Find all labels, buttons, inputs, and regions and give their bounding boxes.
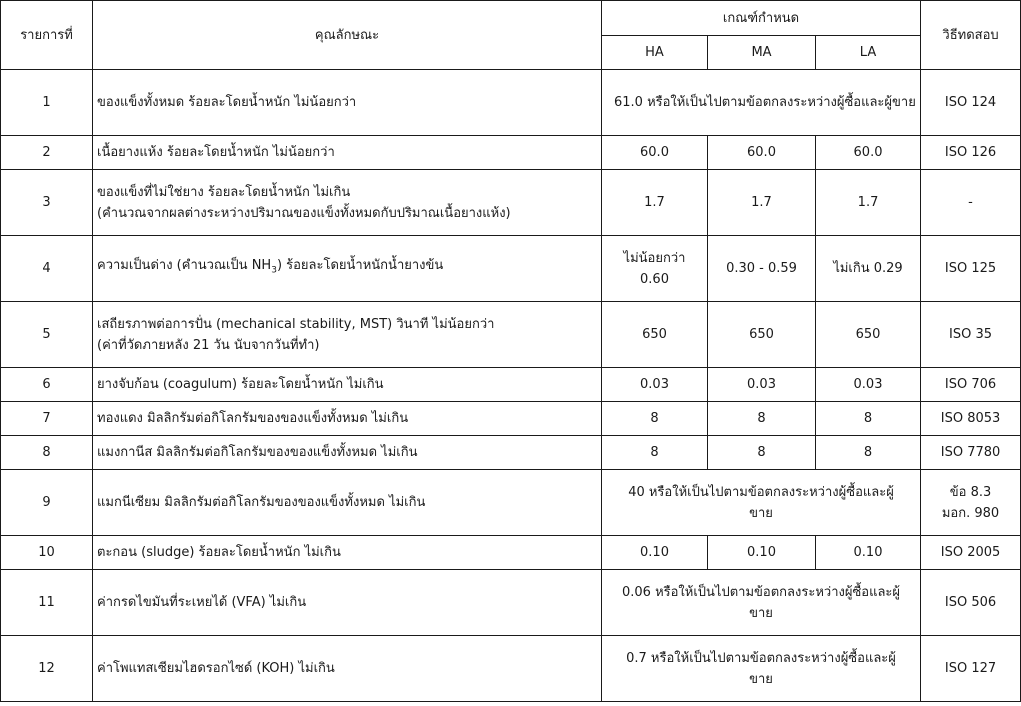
row-la: 0.10 [816, 536, 921, 570]
row-number: 11 [1, 570, 93, 636]
row-description: ยางจับก้อน (coagulum) ร้อยละโดยน้ำหนัก ไม่เกิน [93, 368, 602, 402]
row-la: 8 [816, 436, 921, 470]
row-la: 650 [816, 302, 921, 368]
row-description: ทองแดง มิลลิกรัมต่อกิโลกรัมของของแข็งทั้งหมด ไม่เกิน [93, 402, 602, 436]
row-description: ค่าโพแทสเซียมไฮดรอกไซด์ (KOH) ไม่เกิน [93, 636, 602, 702]
row-ha [602, 236, 708, 302]
header-method: วิธีทดสอบ [921, 1, 1021, 70]
header-property: คุณลักษณะ [93, 1, 602, 70]
row-method: ISO 126 [921, 136, 1021, 170]
header-ma: MA [708, 36, 816, 70]
header-criteria: เกณฑ์กำหนด [602, 1, 921, 36]
table-row [1, 302, 1021, 368]
row-number: 9 [1, 470, 93, 536]
row-description: แมกนีเซียม มิลลิกรัมต่อกิโลกรัมของของแข็งทั้งหมด ไม่เกิน [93, 470, 602, 536]
table-row [1, 236, 1021, 302]
row-method: ISO 2005 [921, 536, 1021, 570]
row-ha: 1.7 [602, 170, 708, 236]
row-description: เนื้อยางแห้ง ร้อยละโดยน้ำหนัก ไม่น้อยกว่า [93, 136, 602, 170]
row-number: 8 [1, 436, 93, 470]
row-la: 8 [816, 402, 921, 436]
row-description: แมงกานีส มิลลิกรัมต่อกิโลกรัมของของแข็งทั้งหมด ไม่เกิน [93, 436, 602, 470]
table-row [1, 636, 1021, 702]
row-description [93, 236, 602, 302]
row-number: 7 [1, 402, 93, 436]
header-item: รายการที่ [1, 1, 93, 70]
header-row [1, 1, 1021, 36]
row-description: ตะกอน (sludge) ร้อยละโดยน้ำหนัก ไม่เกิน [93, 536, 602, 570]
row-ma: 0.30 - 0.59 [708, 236, 816, 302]
row-la: 1.7 [816, 170, 921, 236]
row-number: 4 [1, 236, 93, 302]
row-number: 6 [1, 368, 93, 402]
row-ha: 0.10 [602, 536, 708, 570]
table-row [1, 402, 1021, 436]
table-row [1, 70, 1021, 136]
table-row [1, 170, 1021, 236]
row-merged-criteria: 61.0 หรือให้เป็นไปตามข้อตกลงระหว่างผู้ซื้อและผู้ขาย [602, 70, 921, 136]
row-number: 5 [1, 302, 93, 368]
row-method: ISO 8053 [921, 402, 1021, 436]
row-method: ISO 7780 [921, 436, 1021, 470]
row-ha: 0.03 [602, 368, 708, 402]
row-la: 0.03 [816, 368, 921, 402]
row-method: ISO 506 [921, 570, 1021, 636]
row-description-post: ) ร้อยละโดยน้ำหนักน้ำยางข้น [276, 258, 444, 274]
row-method-line2: มอก. 980 [941, 505, 1000, 521]
table-row [1, 136, 1021, 170]
row-method: ISO 35 [921, 302, 1021, 368]
row-description: ค่ากรดไขมันที่ระเหยได้ (VFA) ไม่เกิน [93, 570, 602, 636]
row-ma: 0.03 [708, 368, 816, 402]
row-ha-line2: 0.60 [640, 271, 669, 287]
table-row [1, 368, 1021, 402]
row-description-line2: (ค่าที่วัดภายหลัง 21 วัน นับจากวันที่ทำ) [97, 337, 320, 353]
row-merged-criteria: 40 หรือให้เป็นไปตามข้อตกลงระหว่างผู้ซื้อและผู้ขาย [602, 470, 921, 536]
row-description-pre: ความเป็นด่าง (คำนวณเป็น NH [97, 258, 272, 274]
row-description [93, 302, 602, 368]
row-method: - [921, 170, 1021, 236]
row-merged-criteria: 0.7 หรือให้เป็นไปตามข้อตกลงระหว่างผู้ซื้อและผู้ขาย [602, 636, 921, 702]
row-ha: 8 [602, 436, 708, 470]
row-ma: 8 [708, 436, 816, 470]
row-description-line1: ของแข็งที่ไม่ใช่ยาง ร้อยละโดยน้ำหนัก ไม่เกิน [97, 184, 351, 200]
row-method: ISO 127 [921, 636, 1021, 702]
row-la: 60.0 [816, 136, 921, 170]
row-ha: 650 [602, 302, 708, 368]
row-ma: 1.7 [708, 170, 816, 236]
row-ha-line1: ไม่น้อยกว่า [623, 250, 686, 266]
row-method: ISO 706 [921, 368, 1021, 402]
table-row [1, 436, 1021, 470]
row-method-line1: ข้อ 8.3 [949, 484, 992, 500]
row-number: 1 [1, 70, 93, 136]
row-description [93, 170, 602, 236]
header-la: LA [816, 36, 921, 70]
row-ma: 650 [708, 302, 816, 368]
row-ha: 8 [602, 402, 708, 436]
row-number: 2 [1, 136, 93, 170]
row-description-line2: (คำนวณจากผลต่างระหว่างปริมาณของแข็งทั้งหมดกับปริมาณเนื้อยางแห้ง) [97, 205, 511, 221]
row-ha: 60.0 [602, 136, 708, 170]
row-method: ISO 124 [921, 70, 1021, 136]
row-method [921, 470, 1021, 536]
row-number: 3 [1, 170, 93, 236]
row-description-line1: เสถียรภาพต่อการปั่น (mechanical stability, MST) วินาที ไม่น้อยกว่า [97, 316, 495, 332]
row-ma: 8 [708, 402, 816, 436]
row-ma: 60.0 [708, 136, 816, 170]
table-row [1, 536, 1021, 570]
row-ma: 0.10 [708, 536, 816, 570]
row-method: ISO 125 [921, 236, 1021, 302]
row-description: ของแข็งทั้งหมด ร้อยละโดยน้ำหนัก ไม่น้อยกว่า [93, 70, 602, 136]
row-la: ไม่เกิน 0.29 [816, 236, 921, 302]
row-merged-criteria: 0.06 หรือให้เป็นไปตามข้อตกลงระหว่างผู้ซื้อและผู้ขาย [602, 570, 921, 636]
table-row [1, 470, 1021, 536]
row-number: 12 [1, 636, 93, 702]
row-description-subscript: 3 [271, 265, 277, 276]
row-number: 10 [1, 536, 93, 570]
header-ha: HA [602, 36, 708, 70]
table-row [1, 570, 1021, 636]
